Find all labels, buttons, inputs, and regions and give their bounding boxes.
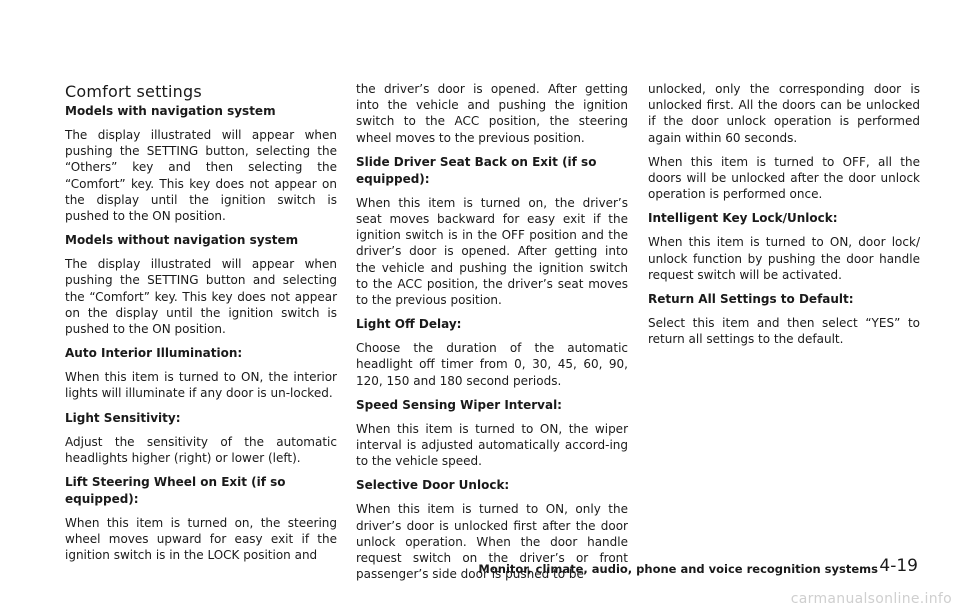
subheading: Speed Sensing Wiper Interval:: [356, 397, 562, 412]
paragraph: Choose the duration of the automatic headlight off timer from 0, 30, 45, 60, 90, 120, 150 and 180 second periods.: [356, 341, 628, 388]
subheading: Return All Settings to Default:: [648, 292, 854, 307]
subheading: Intelligent Key Lock/Unlock:: [648, 211, 838, 226]
subheading: Lift Steering Wheel on Exit (if so equipped):: [65, 475, 286, 507]
subheading: Selective Door Unlock:: [356, 478, 510, 493]
subheading: Auto Interior Illumination:: [65, 346, 243, 361]
paragraph: When this item is turned on, the steering wheel moves upward for easy exit if the ignition switch is in the LOCK position and: [65, 516, 337, 563]
paragraph: Adjust the sensitivity of the automatic headlights higher (right) or lower (left).: [65, 434, 337, 465]
paragraph: When this item is turned to ON, door lock/ unlock function by pushing the door handle request switch will be activated.: [648, 235, 920, 282]
paragraph: When this item is turned to OFF, all the doors will be unlocked after the door unlock operation is performed once.: [648, 154, 920, 202]
paragraph: When this item is turned to ON, the interior lights will illuminate if any door is un-locked.: [65, 370, 337, 401]
paragraph: When this item is turned on, the driver’s seat moves backward for easy exit if the ignition switch is in the OFF position and the driver’s door is opened. After getting into the vehicle and pushing the ignition switch to the ACC position, the driver’s seat moves to the previous position.: [356, 195, 628, 308]
column-1: [65, 103, 337, 572]
paragraph: Select this item and then select “YES” to return all settings to the default.: [648, 316, 920, 347]
section-title: Comfort settings: [65, 82, 202, 101]
watermark: carmanualsonline.info: [790, 591, 952, 607]
column-3: [648, 81, 920, 355]
paragraph: The display illustrated will appear when pushing the SETTING button, selecting the “Others” key and then selecting the “Comfort” key. This key does not appear on the display until the ignition switch is pushed to the ON position.: [65, 128, 337, 224]
paragraph: When this item is turned to ON, only the driver’s door is unlocked first after the door unlock operation. When the door handle request switch on the driver’s or front passenger’s side door is pushed to be: [356, 502, 628, 582]
paragraph: The display illustrated will appear when pushing the SETTING button and selecting the “Comfort” key. This key does not appear on the display until the ignition switch is pushed to the ON position.: [65, 257, 337, 337]
subheading: Models with navigation system: [65, 104, 276, 118]
subheading: Models without navigation system: [65, 233, 299, 248]
column-2: [356, 81, 628, 590]
footer-chapter-title: Monitor, climate, audio, phone and voice recognition systems: [478, 562, 878, 576]
paragraph: the driver’s door is opened. After getting into the vehicle and pushing the ignition switch to the ACC position, the steering wheel moves to the previous position.: [356, 82, 628, 145]
subheading: Light Off Delay:: [356, 317, 462, 332]
subheading: Slide Driver Seat Back on Exit (if so equipped):: [356, 154, 597, 186]
paragraph: When this item is turned to ON, the wiper interval is adjusted automatically accord-ing to the vehicle speed.: [356, 421, 628, 469]
subheading: Light Sensitivity:: [65, 410, 181, 425]
paragraph: unlocked, only the corresponding door is unlocked first. All the doors can be unlocked if the door unlock operation is performed again within 60 seconds.: [648, 82, 920, 145]
page-number: 4-19: [879, 556, 918, 576]
